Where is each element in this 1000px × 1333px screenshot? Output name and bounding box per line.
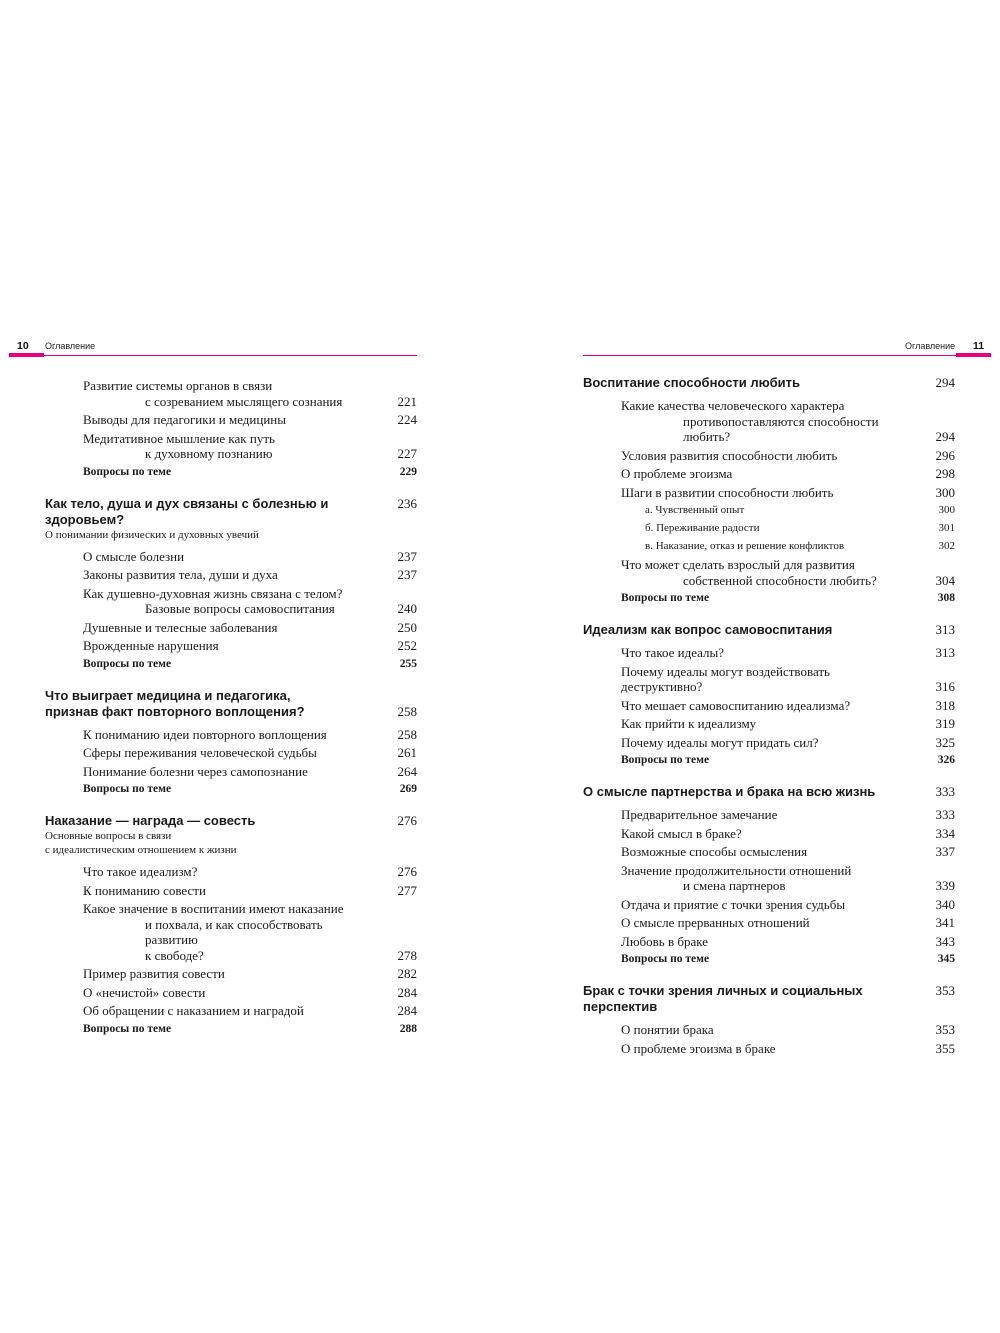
toc-entry — [583, 807, 955, 823]
toc-entry-line: Вопросы по теме — [621, 592, 710, 604]
toc-page-number: 353 — [935, 983, 955, 998]
toc-entry-title — [45, 586, 417, 617]
toc-entry — [583, 934, 955, 950]
toc-entry-line: Почему идеалы могут придать сил? — [621, 734, 819, 750]
header-rule — [583, 355, 991, 356]
toc-questions — [583, 591, 955, 606]
toc-entry-title — [583, 664, 955, 695]
toc-entry-line: Почему идеалы могут воздействовать деструктивно? — [621, 663, 830, 694]
toc-chapter — [45, 688, 417, 720]
toc-entry — [45, 638, 417, 654]
toc-entry — [45, 764, 417, 780]
toc-entry-title — [583, 863, 955, 894]
toc-entry — [583, 698, 955, 714]
toc-entry — [45, 864, 417, 880]
toc-list — [583, 375, 955, 1056]
right-page — [500, 0, 1000, 1333]
toc-page-number: 294 — [935, 375, 955, 390]
toc-page-number: 353 — [935, 1022, 955, 1037]
toc-page-number: 261 — [397, 745, 417, 760]
toc-entry-line: признав факт повторного воплощения? — [45, 703, 305, 719]
toc-entry — [45, 901, 417, 963]
toc-entry — [583, 735, 955, 751]
toc-page-number: 334 — [935, 825, 955, 841]
toc-entry-line: а. Чувственный опыт — [645, 504, 745, 516]
toc-entry — [45, 549, 417, 565]
toc-entry — [45, 985, 417, 1001]
toc-entry-line: Выводы для педагогики и медицины — [83, 412, 286, 427]
header-rule — [9, 355, 417, 356]
toc-entry-line: в. Наказание, отказ и решение конфликтов — [645, 540, 845, 552]
toc-entry-title — [583, 448, 955, 464]
toc-questions — [45, 657, 417, 672]
toc-entry-line: Об обращении с наказанием и наградой — [83, 1003, 304, 1018]
toc-entry — [45, 567, 417, 583]
toc-page-number: 325 — [935, 734, 955, 750]
toc-entry-line: О проблеме эгоизма — [621, 466, 733, 481]
toc-chapter-subtitle: Основные вопросы в связи — [45, 830, 172, 842]
toc-entry-title — [583, 622, 955, 638]
toc-entry — [583, 485, 955, 501]
toc-chapter — [583, 375, 955, 391]
toc-entry-title — [583, 645, 955, 661]
toc-entry — [583, 466, 955, 482]
toc-entry-line: Пример развития совести — [83, 966, 225, 981]
toc-entry-line: б. Переживание радости — [645, 522, 760, 534]
toc-page-number: 333 — [935, 807, 955, 822]
toc-entry — [583, 539, 955, 554]
toc-entry-title — [583, 398, 955, 445]
toc-entry-line: Шаги в развитии способности любить — [621, 484, 834, 500]
toc-entry-title — [583, 466, 955, 482]
toc-page-number: 258 — [397, 703, 417, 719]
toc-page-number: 258 — [397, 726, 417, 742]
toc-page-number: 224 — [397, 412, 417, 427]
toc-entry-title — [45, 782, 417, 797]
toc-entry-line: О «нечистой» совести — [83, 984, 206, 1000]
toc-entry-line: Вопросы по теме — [83, 1022, 172, 1035]
toc-entry-title — [583, 557, 955, 588]
toc-entry-title — [583, 698, 955, 714]
toc-entry-line: Какой смысл в браке? — [621, 825, 742, 841]
toc-page-number: 294 — [935, 429, 955, 444]
toc-entry-line: Наказание — награда — совесть — [45, 813, 256, 828]
toc-page-number: 296 — [935, 447, 955, 463]
toc-chapter-subtitle: с идеалистическим отношением к жизни — [45, 844, 237, 856]
running-header: Оглавление — [905, 341, 956, 351]
toc-entry-line: О смысле партнерства и брака на всю жизнь — [583, 784, 876, 799]
toc-entry-line: Душевные и телесные заболевания — [83, 619, 278, 635]
toc-entry-line: К пониманию совести — [83, 882, 206, 898]
toc-entry-title — [583, 503, 955, 518]
toc-entry — [583, 645, 955, 661]
toc-page-number: 236 — [397, 495, 417, 511]
toc-page-number: 227 — [397, 446, 417, 461]
toc-page-number: 252 — [397, 638, 417, 653]
toc-entry-line: Идеализм как вопрос самовоспитания — [583, 622, 833, 637]
toc-page-number: 302 — [938, 540, 955, 552]
toc-entry-title — [583, 1041, 955, 1057]
toc-entry — [45, 431, 417, 462]
toc-page-number: 339 — [935, 878, 955, 893]
toc-entry-line: О смысле болезни — [83, 548, 185, 564]
toc-questions — [45, 465, 417, 480]
toc-entry-title — [583, 897, 955, 913]
toc-entry-title — [45, 638, 417, 654]
toc-entry — [583, 863, 955, 894]
toc-entry — [583, 664, 955, 695]
toc-entry — [583, 503, 955, 518]
toc-entry-title — [583, 915, 955, 931]
toc-entry-title — [45, 966, 417, 982]
toc-entry-title — [583, 826, 955, 842]
toc-entry-title — [45, 378, 417, 409]
toc-entry-title — [583, 735, 955, 751]
toc-entry — [583, 826, 955, 842]
toc-entry-title — [583, 485, 955, 501]
toc-entry-title — [45, 901, 417, 963]
toc-entry-line: Любовь в браке — [621, 933, 708, 949]
toc-page-number: 276 — [397, 864, 417, 879]
toc-page-number: 229 — [399, 465, 417, 478]
toc-entry-title — [45, 620, 417, 636]
toc-entry-title — [45, 688, 417, 720]
toc-entry-title — [583, 539, 955, 554]
toc-entry-title — [45, 412, 417, 428]
toc-entry-line: Предварительное замечание — [621, 807, 778, 822]
toc-entry — [583, 557, 955, 588]
toc-page-number: 221 — [397, 393, 417, 409]
toc-entry-line: Развитие системы органов в связи — [83, 378, 273, 393]
toc-entry — [583, 448, 955, 464]
toc-entry — [45, 966, 417, 982]
toc-entry-title — [45, 813, 417, 857]
toc-page-number: 240 — [397, 601, 417, 616]
toc-entry-line: Как прийти к идеализму — [621, 716, 757, 731]
toc-entry-line: Что такое идеализм? — [83, 864, 198, 879]
toc-page-number: 298 — [935, 466, 955, 481]
toc-entry-line: Возможные способы осмысления — [621, 844, 808, 859]
toc-entry — [45, 586, 417, 617]
running-header: Оглавление — [45, 341, 96, 351]
toc-page-number: 250 — [397, 619, 417, 635]
toc-entry-line: Сферы переживания человеческой судьбы — [83, 745, 317, 760]
toc-entry-line: Что такое идеалы? — [621, 645, 725, 660]
toc-page-number: 284 — [397, 984, 417, 1000]
toc-entry-title — [583, 952, 955, 967]
toc-entry-line: к духовному познанию — [145, 446, 273, 461]
toc-page-number: 278 — [397, 947, 417, 963]
toc-entry-line: Что выиграет медицина и педагогика, — [45, 687, 291, 703]
toc-page-number: 313 — [935, 622, 955, 637]
toc-page-number: 340 — [935, 896, 955, 912]
toc-page-number: 341 — [935, 915, 955, 930]
toc-entry-title — [583, 934, 955, 950]
toc-entry-title — [583, 591, 955, 606]
toc-page-number: 337 — [935, 844, 955, 859]
toc-entry-title — [45, 727, 417, 743]
toc-entry — [45, 727, 417, 743]
toc-entry-line: Врожденные нарушения — [83, 638, 219, 653]
toc-page-number: 300 — [935, 484, 955, 500]
toc-questions — [45, 782, 417, 797]
toc-entry-line: Законы развития тела, души и духа — [83, 567, 278, 582]
toc-entry-title — [45, 496, 417, 542]
toc-entry-line: О проблеме эгоизма в браке — [621, 1040, 776, 1056]
toc-page-number: 333 — [935, 784, 955, 799]
toc-entry-line: К пониманию идеи повторного воплощения — [83, 726, 327, 742]
toc-entry-title — [45, 864, 417, 880]
toc-entry — [583, 897, 955, 913]
toc-entry-line: Базовые вопросы самовоспитания — [145, 601, 335, 616]
toc-entry-line: Что может сделать взрослый для развития — [621, 557, 855, 572]
toc-page-number: 237 — [397, 567, 417, 582]
toc-page-number: 345 — [937, 953, 955, 965]
toc-list — [45, 375, 417, 1037]
toc-entry — [45, 412, 417, 428]
toc-entry — [45, 745, 417, 761]
toc-entry-title — [583, 716, 955, 732]
toc-entry-line: противопоставляются способности любить? — [683, 413, 879, 444]
toc-entry-line: и похвала, и как способствовать развитию — [145, 916, 323, 947]
toc-page-number: 343 — [935, 933, 955, 949]
toc-entry-title — [45, 883, 417, 899]
toc-page-number: 276 — [397, 813, 417, 828]
toc-page-number: 288 — [399, 1022, 417, 1035]
toc-chapter — [583, 784, 955, 800]
toc-entry-title — [583, 784, 955, 800]
toc-entry-line: Вопросы по теме — [83, 465, 172, 478]
toc-entry-title — [583, 844, 955, 860]
toc-entry — [583, 844, 955, 860]
toc-chapter — [583, 983, 955, 1015]
toc-entry-title — [583, 375, 955, 391]
toc-entry-title — [45, 657, 417, 672]
toc-entry-title — [45, 549, 417, 565]
toc-entry — [583, 1041, 955, 1057]
toc-entry-line: О смысле прерванных отношений — [621, 915, 810, 930]
toc-entry-line: О понятии брака — [621, 1022, 714, 1037]
toc-page-number: 301 — [938, 522, 955, 534]
toc-entry-line: Брак с точки зрения личных и социальных перспектив — [583, 983, 863, 1014]
toc-entry — [583, 521, 955, 536]
toc-entry-line: Медитативное мышление как путь — [83, 430, 275, 446]
toc-page-number: 264 — [397, 763, 417, 779]
toc-entry-line: Какое значение в воспитании имеют наказание — [83, 901, 344, 916]
toc-page-number: 316 — [935, 679, 955, 694]
toc-entry-title — [45, 1003, 417, 1019]
toc-entry — [583, 398, 955, 445]
toc-entry — [45, 378, 417, 409]
toc-entry-line: с созреванием мыслящего сознания — [145, 393, 343, 409]
toc-entry-title — [45, 1022, 417, 1037]
toc-entry — [583, 716, 955, 732]
toc-page-number: 255 — [399, 657, 417, 670]
toc-entry-line: Понимание болезни через самопознание — [83, 763, 308, 779]
toc-entry-title — [583, 521, 955, 536]
toc-page-number: 300 — [938, 504, 955, 516]
toc-page-number: 308 — [937, 592, 955, 604]
toc-questions — [45, 1022, 417, 1037]
toc-page-number: 326 — [937, 754, 955, 766]
toc-questions — [583, 753, 955, 768]
toc-page-number: 237 — [397, 548, 417, 564]
toc-entry-line: Значение продолжительности отношений — [621, 862, 852, 878]
toc-entry-line: Вопросы по теме — [83, 783, 172, 795]
toc-entry-title — [583, 1022, 955, 1038]
page-number: 10 — [17, 340, 29, 352]
toc-page-number: 304 — [935, 572, 955, 588]
toc-entry — [45, 883, 417, 899]
toc-entry-line: и смена партнеров — [683, 878, 786, 893]
toc-entry-line: к свободе? — [145, 947, 204, 963]
toc-entry-title — [45, 985, 417, 1001]
toc-page-number: 284 — [397, 1003, 417, 1018]
toc-page-number: 269 — [399, 783, 417, 795]
toc-entry — [583, 915, 955, 931]
toc-entry-title — [45, 431, 417, 462]
toc-chapter — [583, 622, 955, 638]
toc-entry-title — [45, 465, 417, 480]
toc-entry-title — [45, 745, 417, 761]
toc-entry-title — [45, 567, 417, 583]
toc-entry — [45, 1003, 417, 1019]
toc-entry-line: Как душевно-духовная жизнь связана с телом? — [83, 585, 343, 601]
toc-page-number: 282 — [397, 966, 417, 981]
toc-entry-line: Условия развития способности любить — [621, 447, 838, 463]
toc-entry — [45, 620, 417, 636]
toc-chapter — [45, 496, 417, 542]
page-number: 11 — [973, 340, 985, 352]
toc-entry-title — [583, 753, 955, 768]
toc-chapter — [45, 813, 417, 857]
toc-entry-line: Как тело, душа и дух связаны с болезнью и здоровьем? — [45, 495, 329, 527]
toc-entry-line: Вопросы по теме — [621, 754, 710, 766]
toc-entry-line: собственной способности любить? — [683, 572, 877, 588]
toc-entry-line: Вопросы по теме — [83, 657, 172, 670]
toc-entry-title — [583, 983, 955, 1015]
toc-entry-line: Что мешает самовоспитанию идеализма? — [621, 697, 851, 713]
toc-entry-line: Воспитание способности любить — [583, 375, 800, 390]
toc-page-number: 319 — [935, 716, 955, 731]
toc-page-number: 318 — [935, 697, 955, 713]
toc-page-number: 277 — [397, 882, 417, 898]
toc-entry-title — [45, 764, 417, 780]
toc-questions — [583, 952, 955, 967]
toc-page-number: 313 — [935, 645, 955, 660]
toc-entry-line: Отдача и приятие с точки зрения судьбы — [621, 896, 846, 912]
toc-page-number: 355 — [935, 1040, 955, 1056]
toc-entry-title — [583, 807, 955, 823]
toc-chapter-subtitle: О понимании физических и духовных увечий — [45, 528, 259, 541]
toc-entry-line: Вопросы по теме — [621, 953, 710, 965]
toc-entry-line: Какие качества человеческого характера — [621, 398, 845, 413]
toc-entry — [583, 1022, 955, 1038]
